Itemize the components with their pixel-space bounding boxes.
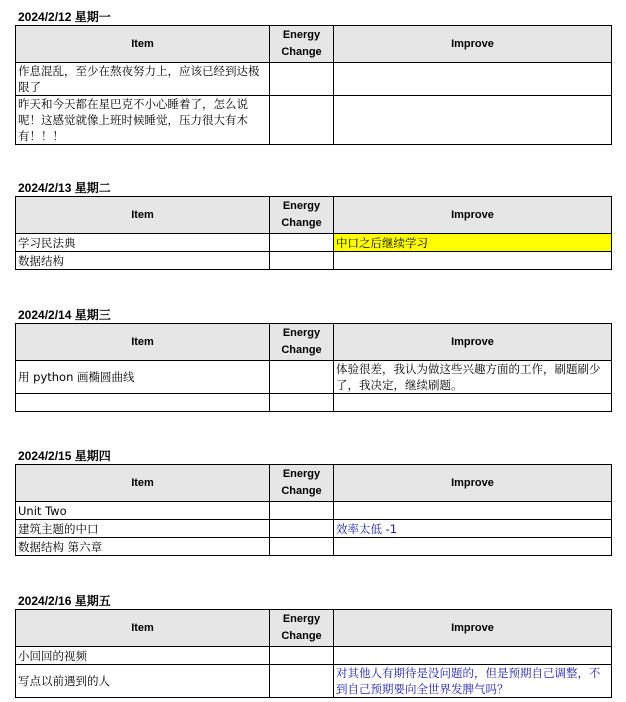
energy-cell[interactable] xyxy=(270,252,334,270)
day-table xyxy=(15,609,612,698)
energy-cell[interactable] xyxy=(270,96,334,145)
table-row xyxy=(16,647,612,665)
item-cell[interactable]: 小回回的视频 xyxy=(16,647,270,665)
day-table xyxy=(15,323,612,412)
energy-header: Energy Change xyxy=(270,26,334,63)
energy-header: Energy Change xyxy=(270,465,334,502)
table-row xyxy=(16,394,612,412)
energy-cell[interactable] xyxy=(270,665,334,698)
table-row xyxy=(16,96,612,145)
table-row xyxy=(16,538,612,556)
improve-cell[interactable]: 对其他人有期待是没问题的，但是预期自己调整，不到自己预期要向全世界发脾气吗？ xyxy=(334,665,612,698)
improve-header: Improve xyxy=(334,610,612,647)
item-cell[interactable] xyxy=(16,394,270,412)
header-row xyxy=(16,197,612,234)
energy-cell[interactable] xyxy=(270,394,334,412)
day-date: 2024/2/12 星期一 xyxy=(18,10,111,24)
item-cell[interactable]: 作息混乱，至少在熬夜努力上，应该已经到达极限了 xyxy=(16,63,270,96)
day-table xyxy=(15,25,612,145)
improve-header: Improve xyxy=(334,197,612,234)
improve-cell[interactable] xyxy=(334,252,612,270)
item-cell[interactable]: 写点以前遇到的人 xyxy=(16,665,270,698)
table-row xyxy=(16,252,612,270)
improve-cell[interactable] xyxy=(334,647,612,665)
table-row xyxy=(16,361,612,394)
day-date: 2024/2/13 星期二 xyxy=(18,181,111,195)
energy-cell[interactable] xyxy=(270,538,334,556)
item-cell[interactable]: 数据结构 xyxy=(16,252,270,270)
improve-cell[interactable] xyxy=(334,96,612,145)
item-header: Item xyxy=(16,610,270,647)
table-row xyxy=(16,63,612,96)
table-row xyxy=(16,502,612,520)
improve-cell[interactable] xyxy=(334,394,612,412)
item-header: Item xyxy=(16,197,270,234)
item-cell[interactable]: 数据结构 第六章 xyxy=(16,538,270,556)
item-cell[interactable]: 用 python 画椭圆曲线 xyxy=(16,361,270,394)
energy-header: Energy Change xyxy=(270,610,334,647)
header-row xyxy=(16,610,612,647)
item-cell[interactable]: Unit Two xyxy=(16,502,270,520)
item-header: Item xyxy=(16,26,270,63)
day-table xyxy=(15,196,612,270)
improve-header: Improve xyxy=(334,465,612,502)
header-row xyxy=(16,324,612,361)
energy-cell[interactable] xyxy=(270,63,334,96)
energy-cell[interactable] xyxy=(270,647,334,665)
improve-cell[interactable]: 体验很差，我认为做这些兴趣方面的工作，刷题刷少了，我决定，继续刷题。 xyxy=(334,361,612,394)
day-date: 2024/2/14 星期三 xyxy=(18,308,111,322)
improve-cell[interactable] xyxy=(334,502,612,520)
day-date: 2024/2/15 星期四 xyxy=(18,449,111,463)
header-row xyxy=(16,465,612,502)
table-row xyxy=(16,234,612,252)
item-cell[interactable]: 学习民法典 xyxy=(16,234,270,252)
improve-cell-highlighted[interactable]: 中口之后继续学习 xyxy=(334,234,612,252)
energy-cell[interactable] xyxy=(270,361,334,394)
table-row xyxy=(16,520,612,538)
improve-cell[interactable]: 效率太低 -1 xyxy=(334,520,612,538)
energy-cell[interactable] xyxy=(270,234,334,252)
item-cell[interactable]: 昨天和今天都在星巴克不小心睡着了，怎么说呢！这感觉就像上班时候睡觉，压力很大有木有！！！ xyxy=(16,96,270,145)
improve-cell[interactable] xyxy=(334,538,612,556)
day-date: 2024/2/16 星期五 xyxy=(18,594,111,608)
item-cell[interactable]: 建筑主题的中口 xyxy=(16,520,270,538)
day-table xyxy=(15,464,612,556)
improve-header: Improve xyxy=(334,324,612,361)
header-row xyxy=(16,26,612,63)
table-row xyxy=(16,665,612,698)
energy-cell[interactable] xyxy=(270,520,334,538)
item-header: Item xyxy=(16,465,270,502)
improve-header: Improve xyxy=(334,26,612,63)
item-header: Item xyxy=(16,324,270,361)
energy-header: Energy Change xyxy=(270,197,334,234)
improve-cell[interactable] xyxy=(334,63,612,96)
energy-cell[interactable] xyxy=(270,502,334,520)
energy-header: Energy Change xyxy=(270,324,334,361)
